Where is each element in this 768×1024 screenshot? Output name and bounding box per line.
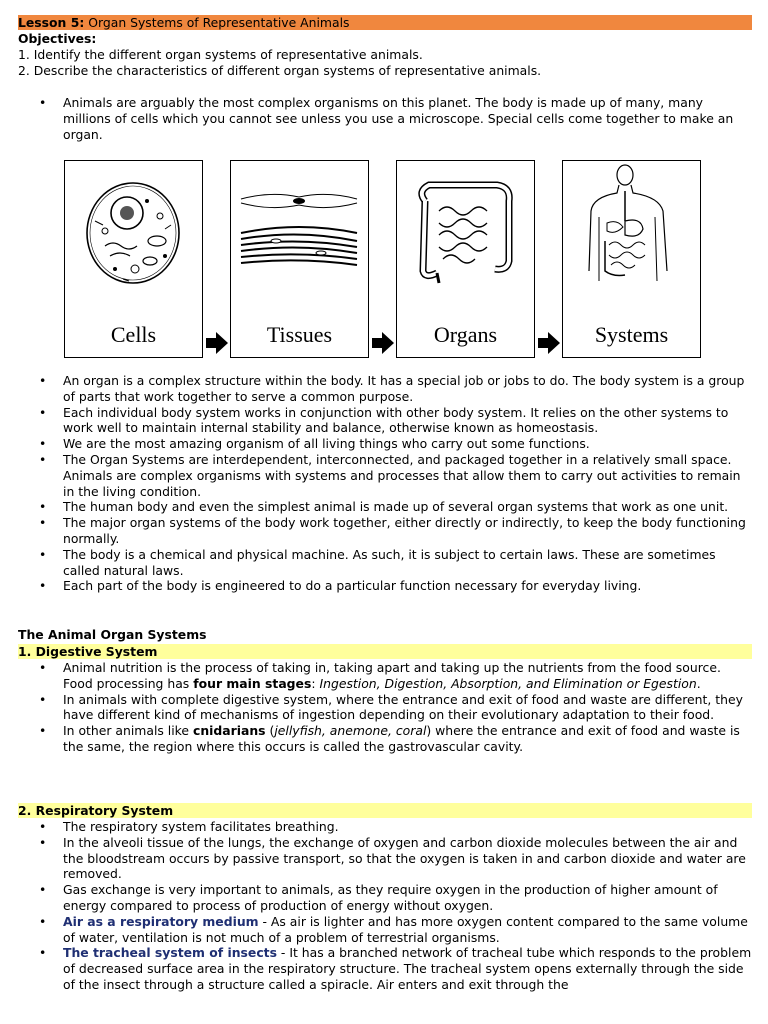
list-item: • Each part of the body is engineered to do a particular function necessary for everyday living.: [18, 578, 752, 594]
list-item: [18, 945, 752, 992]
organs-label: Organs: [433, 322, 498, 347]
list-item: • The major organ systems of the body work together, either directly or indirectly, to keep the body functioning normally.: [18, 515, 752, 547]
lesson-title-bar: [18, 15, 752, 30]
organization-diagram: [64, 160, 734, 360]
intro-bullet: • Animals are arguably the most complex organisms on this planet. The body is made up of many, many millions of cells which you cannot see unless you use a microscope. Special cells come together to make an organ.: [18, 95, 752, 142]
objective-1: 1. Identify the different organ systems of representative animals.: [18, 47, 423, 62]
text-run: (: [265, 723, 275, 739]
intro-list: [18, 95, 752, 142]
objective-2: 2. Describe the characteristics of different organ systems of representative animals.: [18, 63, 542, 78]
list-item: • In animals with complete digestive system, where the entrance and exit of food and waste are different, they have different kind of mechanisms of ingestion depending on their evolutionary adaptation to their food.: [18, 692, 752, 724]
organ-bullets: [18, 373, 752, 594]
tissues-panel: [230, 160, 369, 358]
list-item: • The human body and even the simplest animal is made up of several organ systems that work as one unit.: [18, 499, 752, 515]
list-item: • In the alveoli tissue of the lungs, the exchange of oxygen and carbon dioxide molecules between the air and the bloodstream occurs by passive transport, so that the oxygen is taken in and carbon dioxide and water are removed.: [18, 835, 752, 882]
list-item: • Gas exchange is very important to animals, as they require oxygen in the production of higher amount of energy compared to process of production of energy without oxygen.: [18, 882, 752, 914]
text-run: In other animals like: [63, 723, 193, 739]
italic-text: jellyfish, anemone, coral: [274, 723, 427, 739]
bold-text: cnidarians: [192, 723, 266, 739]
text-run: ) where the entrance and exit of food and waste is the same, the region where this occurs is called the gastrovascular cavity.: [63, 723, 740, 754]
systems-heading: The Animal Organ Systems: [18, 627, 207, 642]
list-item: [18, 723, 752, 755]
text-run: - It has a branched network of tracheal tube which responds to the problem of decreased surface area in the respiratory structure. The tracheal system opens externally through the side of the insect through a structure called a spiracle. Air enters and exit through the: [63, 945, 752, 992]
tissues-label: Tissues: [266, 322, 333, 347]
arrow-right-icon: [206, 332, 228, 354]
term-text: Air as a respiratory medium: [63, 913, 259, 929]
text-run: Animal nutrition is the process of taking in, taking apart and taking up the nutrients from the food source. Food processing has: [63, 660, 721, 691]
respiratory-list: [18, 819, 752, 993]
systems-label: Systems: [594, 322, 669, 347]
text-run: .: [696, 675, 701, 691]
digestive-list: [18, 660, 752, 755]
cells-panel: [64, 160, 203, 358]
lesson-label: Lesson 5:: [18, 15, 85, 30]
list-item: • The Organ Systems are interdependent, interconnected, and packaged together in a relatively small space. Animals are complex organisms with systems and processes that allow them to carry out activities to remain in the living condition.: [18, 452, 752, 499]
muscle-tissue-illustration: [231, 161, 368, 301]
systems-panel: [562, 160, 701, 358]
respiratory-heading: 2. Respiratory System: [18, 803, 752, 818]
lesson-title: Organ Systems of Representative Animals: [88, 15, 350, 30]
list-item: • We are the most amazing organism of all living things who carry out some functions.: [18, 436, 752, 452]
list-item: • The respiratory system facilitates breathing.: [18, 819, 752, 835]
arrow-right-icon: [372, 332, 394, 354]
intestine-illustration: [397, 161, 534, 301]
list-item: • Each individual body system works in conjunction with other body system. It relies on the other systems to work well to maintain internal stability and balance, otherwise known as homeostasis.: [18, 405, 752, 437]
objectives-heading: Objectives:: [18, 31, 97, 46]
text-run: :: [311, 675, 320, 691]
list-item: • The body is a chemical and physical machine. As such, it is subject to certain laws. These are sometimes called natural laws.: [18, 547, 752, 579]
organs-panel: [396, 160, 535, 358]
term-text: The tracheal system of insects: [63, 945, 277, 961]
list-item: • An organ is a complex structure within the body. It has a special job or jobs to do. The body system is a group of parts that work together to serve a common purpose.: [18, 373, 752, 405]
bold-text: four main stages: [193, 675, 312, 691]
animal-cell-illustration: [65, 161, 202, 301]
italic-text: Ingestion, Digestion, Absorption, and Elimination or Egestion: [319, 675, 697, 691]
text-run: - As air is lighter and has more oxygen content compared to the same volume of water, ventilation is not much of a problem of terrestrial organisms.: [63, 913, 748, 945]
arrow-right-icon: [538, 332, 560, 354]
list-item: [18, 660, 752, 692]
human-digestive-system-illustration: [563, 161, 700, 301]
cells-label: Cells: [110, 322, 157, 347]
digestive-heading: 1. Digestive System: [18, 644, 752, 659]
list-item: [18, 914, 752, 946]
